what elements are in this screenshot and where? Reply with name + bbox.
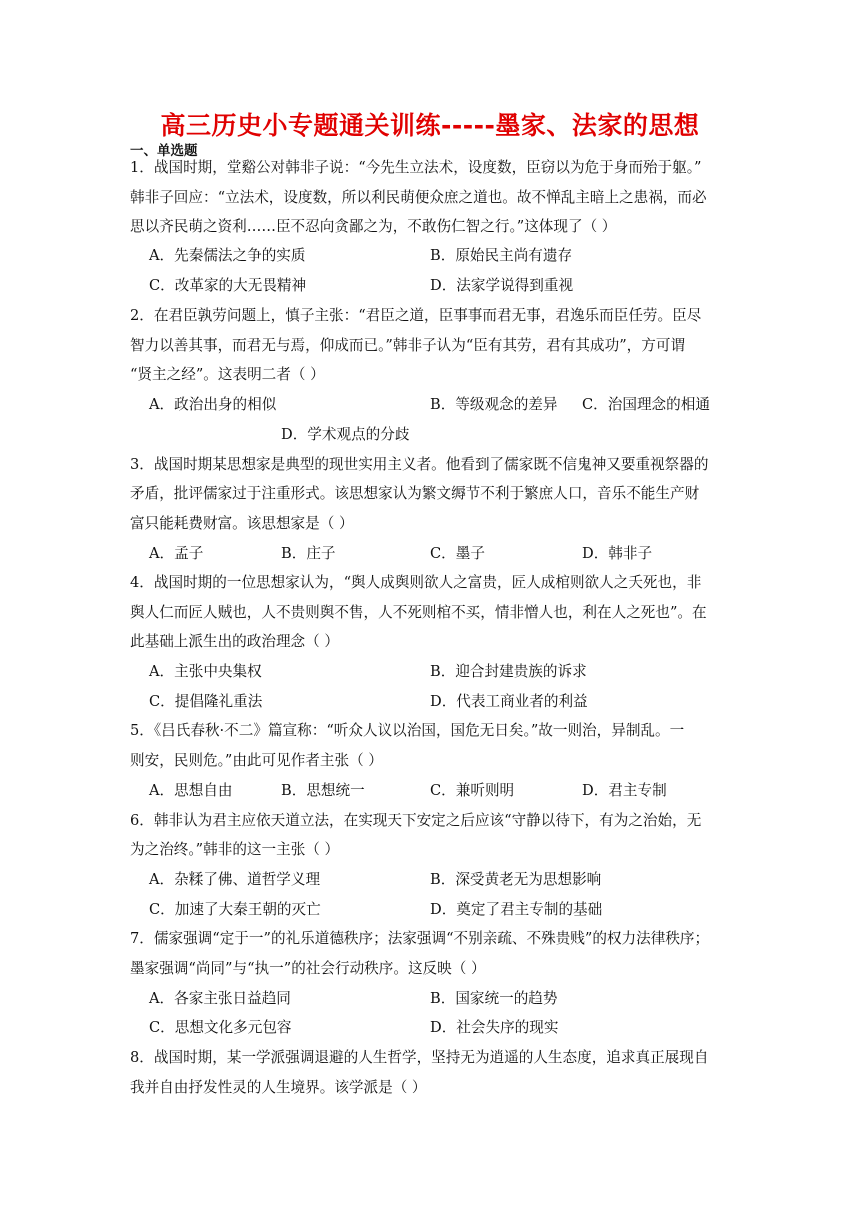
q5-option-a: A．思想自由 bbox=[149, 782, 233, 799]
section-heading: 一、单选题 bbox=[130, 143, 198, 159]
q6-option-b: B．深受黄老无为思想影响 bbox=[430, 871, 602, 888]
q6-option-d: D．奠定了君主专制的基础 bbox=[430, 901, 603, 918]
q5-option-b: B．思想统一 bbox=[281, 782, 365, 799]
q2-option-a: A．政治出身的相似 bbox=[149, 396, 277, 413]
q5-line-2: 则安，民则危。”由此可见作者主张（ ） bbox=[130, 752, 383, 769]
q3-option-c: C．墨子 bbox=[430, 545, 485, 562]
q8-line-2: 我并自由抒发性灵的人生境界。该学派是（ ） bbox=[130, 1079, 427, 1096]
q4-option-a: A．主张中央集权 bbox=[149, 663, 262, 680]
q2-line-3: “贤主之经”。这表明二者（ ） bbox=[130, 366, 325, 383]
q5-line-1: 5．《吕氏春秋·不二》篇宣称：“听众人议以治国，国危无日矣。”故一则治，异制乱。一 bbox=[130, 722, 685, 739]
q6-option-a: A．杂糅了佛、道哲学义理 bbox=[149, 871, 321, 888]
q1-option-b: B．原始民主尚有遗存 bbox=[430, 247, 573, 264]
q7-option-c: C．思想文化多元包容 bbox=[149, 1019, 292, 1036]
q7-option-d: D．社会失序的现实 bbox=[430, 1019, 559, 1036]
q7-option-a: A．各家主张日益趋同 bbox=[149, 990, 291, 1007]
q3-line-2: 矛盾，批评儒家过于注重形式。该思想家认为繁文缛节不利于繁庶人口，音乐不能生产财 bbox=[130, 485, 700, 502]
q4-line-1: 4．战国时期的一位思想家认为，“舆人成舆则欲人之富贵，匠人成棺则欲人之夭死也，非 bbox=[130, 574, 702, 591]
q5-option-c: C．兼听则明 bbox=[430, 782, 515, 799]
q1-option-d: D．法家学说得到重视 bbox=[430, 277, 574, 294]
q4-line-2: 舆人仁而匠人贼也，人不贵则舆不售，人不死则棺不买，情非憎人也，利在人之死也”。在 bbox=[130, 604, 707, 621]
q3-line-3: 富只能耗费财富。该思想家是（ ） bbox=[130, 515, 354, 532]
q3-option-b: B．庄子 bbox=[281, 545, 336, 562]
q4-line-3: 此基础上派生出的政治理念（ ） bbox=[130, 633, 339, 650]
page-title: 高三历史小专题通关训练-----墨家、法家的思想 bbox=[160, 111, 700, 140]
q3-option-d: D．韩非子 bbox=[582, 545, 653, 562]
q1-line-3: 思以齐民萌之资利……臣不忍向贪鄙之为，不敢伤仁智之行。”这体现了（ ） bbox=[130, 218, 617, 235]
q6-line-2: 为之治终。”韩非的这一主张（ ） bbox=[130, 841, 340, 858]
q4-option-b: B．迎合封建贵族的诉求 bbox=[430, 663, 587, 680]
q1-option-a: A．先秦儒法之争的实质 bbox=[149, 247, 306, 264]
q4-option-c: C．提倡隆礼重法 bbox=[149, 693, 263, 710]
q2-option-d: D．学术观点的分歧 bbox=[281, 426, 410, 443]
q6-line-1: 6．韩非认为君主应依天道立法，在实现天下安定之后应该“守静以待下，有为之治始，无 bbox=[130, 812, 702, 829]
q8-line-1: 8．战国时期，某一学派强调退避的人生哲学，坚持无为逍遥的人生态度，追求真正展现自 bbox=[130, 1049, 709, 1066]
q6-option-c: C．加速了大秦王朝的灭亡 bbox=[149, 901, 321, 918]
q1-line-2: 韩非子回应：“立法术，设度数，所以利民萌便众庶之道也。故不惮乱主暗上之患祸，而必 bbox=[130, 189, 707, 206]
q2-option-b: B．等级观念的差异 bbox=[430, 396, 558, 413]
q5-option-d: D．君主专制 bbox=[582, 782, 667, 799]
q3-line-1: 3．战国时期某思想家是典型的现世实用主义者。他看到了儒家既不信鬼神又要重视祭器的 bbox=[130, 456, 709, 473]
q7-line-1: 7．儒家强调“定于一”的礼乐道德秩序；法家强调“不别亲疏、不殊贵贱”的权力法律秩序； bbox=[130, 930, 710, 947]
q7-line-2: 墨家强调“尚同”与“执一”的社会行动秩序。这反映（ ） bbox=[130, 960, 486, 977]
q2-option-c: C．治国理念的相通 bbox=[582, 396, 710, 413]
q2-line-1: 2．在君臣孰劳问题上，慎子主张：“君臣之道，臣事事而君无事，君逸乐而臣任劳。臣尽 bbox=[130, 307, 702, 324]
q2-line-2: 智力以善其事，而君无与焉，仰成而已。”韩非子认为“臣有其劳，君有其成功”，方可谓 bbox=[130, 337, 686, 354]
q1-line-1: 1．战国时期，堂谿公对韩非子说：“今先生立法术，设度数，臣窃以为危于身而殆于躯。” bbox=[130, 159, 702, 176]
q4-option-d: D．代表工商业者的利益 bbox=[430, 693, 588, 710]
q1-option-c: C．改革家的大无畏精神 bbox=[149, 277, 307, 294]
q3-option-a: A．孟子 bbox=[149, 545, 204, 562]
q7-option-b: B．国家统一的趋势 bbox=[430, 990, 558, 1007]
